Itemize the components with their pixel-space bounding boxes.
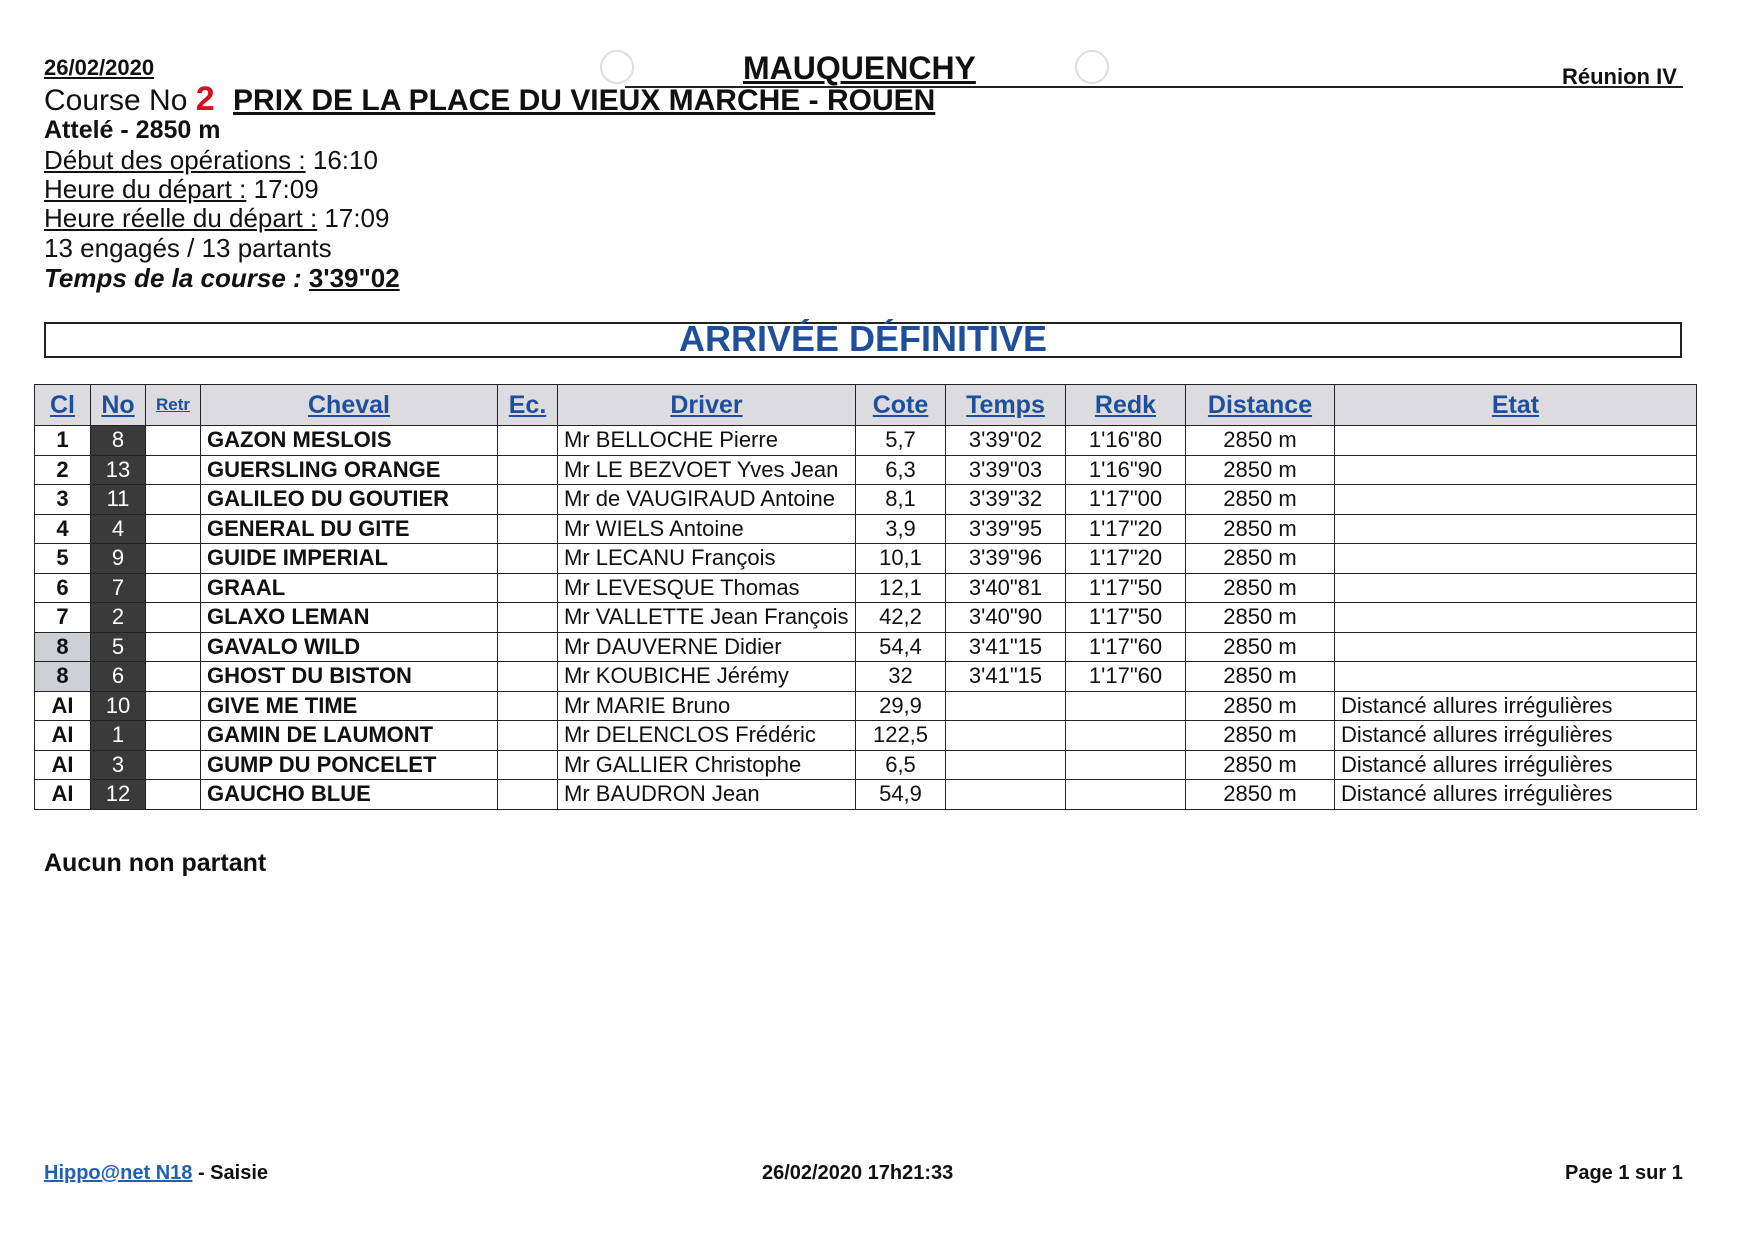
cell-no: 7 bbox=[91, 573, 146, 603]
cell-distance: 2850 m bbox=[1186, 721, 1335, 751]
punch-hole-right bbox=[1075, 50, 1109, 84]
cell-cote: 122,5 bbox=[856, 721, 946, 751]
cell-cheval: GAMIN DE LAUMONT bbox=[201, 721, 498, 751]
footer-page: Page 1 sur 1 bbox=[1565, 1162, 1683, 1184]
cell-temps: 3'39"95 bbox=[946, 514, 1066, 544]
cell-temps: 3'39"96 bbox=[946, 544, 1066, 574]
ops-start bbox=[44, 145, 378, 176]
footer-timestamp: 26/02/2020 17h21:33 bbox=[762, 1162, 954, 1184]
cell-cheval: GUERSLING ORANGE bbox=[201, 455, 498, 485]
cell-driver: Mr GALLIER Christophe bbox=[558, 750, 856, 780]
table-row bbox=[35, 485, 1697, 515]
cell-distance: 2850 m bbox=[1186, 780, 1335, 810]
cell-cheval: GAVALO WILD bbox=[201, 632, 498, 662]
cell-ec bbox=[498, 750, 558, 780]
cell-etat bbox=[1335, 603, 1697, 633]
cell-distance: 2850 m bbox=[1186, 750, 1335, 780]
cell-cl: 5 bbox=[35, 544, 91, 574]
col-header-retr: Retr bbox=[146, 385, 201, 426]
table-row bbox=[35, 750, 1697, 780]
ops-label: Début des opérations : bbox=[44, 145, 306, 175]
cell-cheval: GHOST DU BISTON bbox=[201, 662, 498, 692]
cell-redk: 1'17"60 bbox=[1066, 662, 1186, 692]
cell-ec bbox=[498, 780, 558, 810]
table-header-row bbox=[35, 385, 1697, 426]
cell-retr bbox=[146, 750, 201, 780]
race-time-label: Temps de la course : bbox=[44, 263, 302, 293]
cell-no: 10 bbox=[91, 691, 146, 721]
col-header-cheval: Cheval bbox=[201, 385, 498, 426]
cell-no: 8 bbox=[91, 426, 146, 456]
race-time-value: 3'39"02 bbox=[308, 263, 400, 293]
cell-retr bbox=[146, 780, 201, 810]
cell-temps bbox=[946, 721, 1066, 751]
table-row bbox=[35, 691, 1697, 721]
cell-cl: 8 bbox=[35, 632, 91, 662]
report-date: 26/02/2020 bbox=[44, 55, 155, 80]
cell-cl: AI bbox=[35, 721, 91, 751]
cell-cheval: GENERAL DU GITE bbox=[201, 514, 498, 544]
cell-driver: Mr MARIE Bruno bbox=[558, 691, 856, 721]
cell-cheval: GALILEO DU GOUTIER bbox=[201, 485, 498, 515]
engages-partants: 13 engagés / 13 partants bbox=[44, 233, 332, 263]
cell-distance: 2850 m bbox=[1186, 603, 1335, 633]
cell-retr bbox=[146, 662, 201, 692]
cell-distance: 2850 m bbox=[1186, 455, 1335, 485]
cell-distance: 2850 m bbox=[1186, 544, 1335, 574]
cell-cl: 1 bbox=[35, 426, 91, 456]
cell-driver: Mr LEVESQUE Thomas bbox=[558, 573, 856, 603]
cell-no: 4 bbox=[91, 514, 146, 544]
table-row bbox=[35, 603, 1697, 633]
results-table bbox=[34, 384, 1697, 810]
cell-cheval: GRAAL bbox=[201, 573, 498, 603]
cell-cote: 6,3 bbox=[856, 455, 946, 485]
cell-driver: Mr BAUDRON Jean bbox=[558, 780, 856, 810]
cell-etat: Distancé allures irrégulières bbox=[1335, 691, 1697, 721]
cell-no: 2 bbox=[91, 603, 146, 633]
cell-no: 6 bbox=[91, 662, 146, 692]
cell-etat: Distancé allures irrégulières bbox=[1335, 750, 1697, 780]
depart-value: 17:09 bbox=[253, 174, 319, 204]
col-header-cl: Cl bbox=[35, 385, 91, 426]
col-header-etat: Etat bbox=[1335, 385, 1697, 426]
cell-no: 12 bbox=[91, 780, 146, 810]
cell-redk bbox=[1066, 780, 1186, 810]
cell-cl: 2 bbox=[35, 455, 91, 485]
real-depart-value: 17:09 bbox=[324, 203, 390, 233]
arrival-banner-title: ARRIVÉE DÉFINITIVE bbox=[678, 318, 1048, 359]
cell-no: 13 bbox=[91, 455, 146, 485]
cell-no: 5 bbox=[91, 632, 146, 662]
cell-temps bbox=[946, 691, 1066, 721]
cell-temps: 3'40"81 bbox=[946, 573, 1066, 603]
cell-ec bbox=[498, 721, 558, 751]
cell-redk: 1'17"20 bbox=[1066, 544, 1186, 574]
table-row bbox=[35, 632, 1697, 662]
cell-retr bbox=[146, 721, 201, 751]
cell-etat bbox=[1335, 514, 1697, 544]
cell-cheval: GUIDE IMPERIAL bbox=[201, 544, 498, 574]
cell-cote: 6,5 bbox=[856, 750, 946, 780]
software-link[interactable]: Hippo@net N18 bbox=[44, 1162, 193, 1184]
cell-no: 1 bbox=[91, 721, 146, 751]
cell-cheval: GIVE ME TIME bbox=[201, 691, 498, 721]
cell-redk: 1'17"50 bbox=[1066, 573, 1186, 603]
cell-cl: AI bbox=[35, 750, 91, 780]
cell-retr bbox=[146, 603, 201, 633]
cell-ec bbox=[498, 455, 558, 485]
col-header-no: No bbox=[91, 385, 146, 426]
table-row bbox=[35, 573, 1697, 603]
cell-cote: 54,4 bbox=[856, 632, 946, 662]
cell-temps: 3'41"15 bbox=[946, 662, 1066, 692]
cell-ec bbox=[498, 691, 558, 721]
cell-cheval: GLAXO LEMAN bbox=[201, 603, 498, 633]
real-depart-label: Heure réelle du départ : bbox=[44, 203, 318, 233]
cell-driver: Mr VALLETTE Jean François bbox=[558, 603, 856, 633]
cell-etat bbox=[1335, 662, 1697, 692]
course-prefix: Course No bbox=[44, 84, 188, 117]
cell-retr bbox=[146, 426, 201, 456]
software-suffix: - Saisie bbox=[192, 1162, 269, 1184]
table-row bbox=[35, 455, 1697, 485]
cell-etat bbox=[1335, 485, 1697, 515]
venue-title: MAUQUENCHY bbox=[743, 50, 976, 86]
cell-cote: 12,1 bbox=[856, 573, 946, 603]
cell-cl: 8 bbox=[35, 662, 91, 692]
cell-ec bbox=[498, 426, 558, 456]
cell-etat bbox=[1335, 573, 1697, 603]
cell-retr bbox=[146, 455, 201, 485]
table-row bbox=[35, 662, 1697, 692]
cell-cote: 5,7 bbox=[856, 426, 946, 456]
cell-redk: 1'17"20 bbox=[1066, 514, 1186, 544]
cell-distance: 2850 m bbox=[1186, 691, 1335, 721]
col-header-ec: Ec. bbox=[498, 385, 558, 426]
cell-etat bbox=[1335, 632, 1697, 662]
cell-retr bbox=[146, 691, 201, 721]
cell-redk: 1'17"60 bbox=[1066, 632, 1186, 662]
table-row bbox=[35, 426, 1697, 456]
cell-driver: Mr DELENCLOS Frédéric bbox=[558, 721, 856, 751]
real-depart-time bbox=[44, 203, 389, 234]
cell-redk: 1'17"00 bbox=[1066, 485, 1186, 515]
cell-etat bbox=[1335, 426, 1697, 456]
cell-ec bbox=[498, 662, 558, 692]
cell-driver: Mr DAUVERNE Didier bbox=[558, 632, 856, 662]
cell-cl: 7 bbox=[35, 603, 91, 633]
cell-cheval: GAZON MESLOIS bbox=[201, 426, 498, 456]
course-heading bbox=[44, 80, 935, 119]
cell-ec bbox=[498, 632, 558, 662]
cell-etat bbox=[1335, 455, 1697, 485]
cell-temps: 3'41"15 bbox=[946, 632, 1066, 662]
col-header-distance: Distance bbox=[1186, 385, 1335, 426]
cell-ec bbox=[498, 603, 558, 633]
cell-cote: 8,1 bbox=[856, 485, 946, 515]
course-number: 2 bbox=[195, 80, 215, 118]
cell-no: 9 bbox=[91, 544, 146, 574]
cell-driver: Mr LECANU François bbox=[558, 544, 856, 574]
cell-no: 11 bbox=[91, 485, 146, 515]
cell-retr bbox=[146, 544, 201, 574]
cell-no: 3 bbox=[91, 750, 146, 780]
cell-cl: AI bbox=[35, 780, 91, 810]
cell-ec bbox=[498, 544, 558, 574]
cell-cote: 3,9 bbox=[856, 514, 946, 544]
footer-software bbox=[44, 1162, 268, 1185]
col-header-driver: Driver bbox=[558, 385, 856, 426]
cell-distance: 2850 m bbox=[1186, 514, 1335, 544]
ops-value: 16:10 bbox=[312, 145, 378, 175]
table-row bbox=[35, 721, 1697, 751]
cell-retr bbox=[146, 485, 201, 515]
cell-cote: 29,9 bbox=[856, 691, 946, 721]
cell-driver: Mr LE BEZVOET Yves Jean bbox=[558, 455, 856, 485]
cell-cl: AI bbox=[35, 691, 91, 721]
cell-redk bbox=[1066, 721, 1186, 751]
cell-cote: 32 bbox=[856, 662, 946, 692]
table-row bbox=[35, 514, 1697, 544]
cell-redk: 1'16"90 bbox=[1066, 455, 1186, 485]
cell-cheval: GAUCHO BLUE bbox=[201, 780, 498, 810]
cell-cl: 3 bbox=[35, 485, 91, 515]
col-header-redk: Redk bbox=[1066, 385, 1186, 426]
cell-redk: 1'16"80 bbox=[1066, 426, 1186, 456]
discipline: Attelé - 2850 m bbox=[44, 116, 221, 144]
cell-temps bbox=[946, 780, 1066, 810]
cell-retr bbox=[146, 573, 201, 603]
cell-cl: 6 bbox=[35, 573, 91, 603]
cell-temps bbox=[946, 750, 1066, 780]
cell-cl: 4 bbox=[35, 514, 91, 544]
cell-distance: 2850 m bbox=[1186, 426, 1335, 456]
depart-label: Heure du départ : bbox=[44, 174, 247, 204]
cell-temps: 3'39"32 bbox=[946, 485, 1066, 515]
cell-temps: 3'40"90 bbox=[946, 603, 1066, 633]
cell-driver: Mr BELLOCHE Pierre bbox=[558, 426, 856, 456]
col-header-temps: Temps bbox=[946, 385, 1066, 426]
cell-redk bbox=[1066, 691, 1186, 721]
cell-ec bbox=[498, 514, 558, 544]
meeting-label: Réunion IV bbox=[1562, 64, 1677, 89]
cell-ec bbox=[498, 485, 558, 515]
cell-temps: 3'39"02 bbox=[946, 426, 1066, 456]
cell-driver: Mr WIELS Antoine bbox=[558, 514, 856, 544]
depart-time bbox=[44, 174, 319, 205]
cell-cote: 42,2 bbox=[856, 603, 946, 633]
cell-driver: Mr de VAUGIRAUD Antoine bbox=[558, 485, 856, 515]
cell-redk bbox=[1066, 750, 1186, 780]
course-title: PRIX DE LA PLACE DU VIEUX MARCHE - ROUEN bbox=[233, 84, 936, 117]
table-row bbox=[35, 544, 1697, 574]
cell-distance: 2850 m bbox=[1186, 662, 1335, 692]
cell-etat: Distancé allures irrégulières bbox=[1335, 780, 1697, 810]
cell-distance: 2850 m bbox=[1186, 485, 1335, 515]
cell-retr bbox=[146, 514, 201, 544]
table-row bbox=[35, 780, 1697, 810]
cell-cote: 54,9 bbox=[856, 780, 946, 810]
cell-distance: 2850 m bbox=[1186, 632, 1335, 662]
col-header-cote: Cote bbox=[856, 385, 946, 426]
cell-ec bbox=[498, 573, 558, 603]
cell-redk: 1'17"50 bbox=[1066, 603, 1186, 633]
cell-cote: 10,1 bbox=[856, 544, 946, 574]
cell-temps: 3'39"03 bbox=[946, 455, 1066, 485]
cell-distance: 2850 m bbox=[1186, 573, 1335, 603]
non-partants-note: Aucun non partant bbox=[44, 849, 267, 877]
cell-etat bbox=[1335, 544, 1697, 574]
cell-etat: Distancé allures irrégulières bbox=[1335, 721, 1697, 751]
punch-hole-left bbox=[600, 50, 634, 84]
race-time bbox=[44, 263, 400, 294]
cell-cheval: GUMP DU PONCELET bbox=[201, 750, 498, 780]
cell-retr bbox=[146, 632, 201, 662]
cell-driver: Mr KOUBICHE Jérémy bbox=[558, 662, 856, 692]
